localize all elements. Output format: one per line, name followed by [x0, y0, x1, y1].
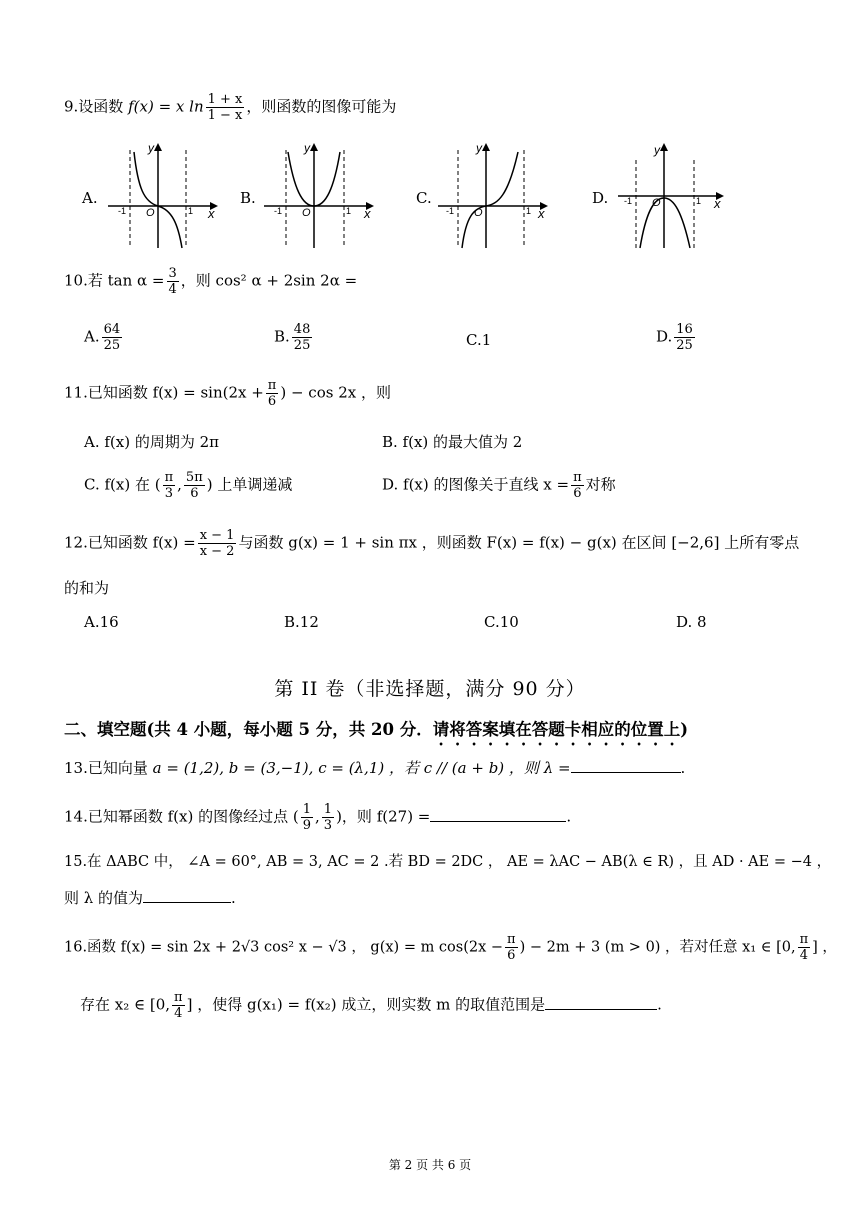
q12-prefix: 12.已知函数 f(x) = — [64, 533, 196, 552]
q16-line2 — [80, 990, 662, 1021]
q11-d-d: 6 — [573, 486, 582, 501]
q9-option-c-label: C. — [416, 189, 432, 207]
q11-c-mid: , — [177, 475, 182, 494]
q10-prefix: 10.若 tan α = — [64, 271, 165, 290]
q10-option-a — [84, 322, 124, 353]
q16-frac3 — [172, 990, 185, 1021]
q9-d-origin: O — [652, 197, 661, 209]
q10-stem — [64, 266, 357, 297]
q9-option-b-label: B. — [240, 189, 256, 207]
q9-c-xaxis-label: x — [538, 206, 545, 221]
q10-option-a-frac — [102, 322, 123, 353]
q10-b-den: 25 — [293, 338, 311, 353]
q9-graph-d — [614, 140, 738, 252]
q10-option-d-frac — [674, 322, 695, 353]
q9-suffix: ，则函数的图像可能为 — [246, 97, 397, 116]
q11-d-pre: D. f(x) 的图像关于直线 x = — [382, 475, 570, 494]
q9-lhs: f(x) = x ln — [128, 97, 204, 116]
q13-text1: 13.已知向量 — [64, 759, 148, 777]
section2-subtitle-post: ) — [680, 720, 689, 739]
q11-c-d2: 6 — [190, 486, 199, 501]
section2-subtitle — [64, 716, 688, 749]
q16-line2-pre: 存在 x₂ ∈ [0, — [80, 995, 171, 1014]
q10-b-num: 48 — [293, 322, 311, 337]
q9-a-xaxis-label: x — [208, 206, 215, 221]
q14-stem — [64, 802, 571, 833]
section2-title: 第 II 卷（非选择题，满分 90 分） — [274, 678, 586, 700]
q15-line2 — [64, 888, 236, 908]
q9-prefix: 9.设函数 — [64, 97, 124, 116]
q16-line1 — [64, 932, 837, 963]
q9-c-neg-one: -1 — [446, 206, 455, 216]
q14-suffix: )，则 f(27) = — [336, 807, 431, 826]
q11-option-b: B. f(x) 的最大值为 2 — [382, 433, 523, 451]
q10-a-den: 25 — [103, 338, 121, 353]
q14-n1: 1 — [302, 802, 312, 817]
q12-option-b: B.12 — [284, 613, 319, 631]
q16-d3: 4 — [174, 1006, 183, 1021]
q9-a-yaxis-label: y — [148, 141, 154, 155]
q14-end: . — [566, 807, 572, 826]
q10-a-num: 64 — [103, 322, 121, 337]
q11-c-pre: C. f(x) 在 ( — [84, 475, 161, 494]
q9-fraction — [206, 92, 245, 123]
q16-end: . — [657, 995, 662, 1014]
q11-d-n: π — [573, 470, 582, 485]
q11-c-frac1 — [163, 470, 176, 501]
q13-answer-blank[interactable] — [571, 758, 681, 773]
q11-option-d — [382, 470, 616, 501]
q10-suffix: ，则 cos² α + 2sin 2α = — [180, 271, 358, 290]
q11-c-d1: 3 — [164, 486, 173, 501]
q10-option-a-label: A. — [84, 327, 100, 346]
q9-c-pos-one: 1 — [526, 206, 532, 216]
q10-option-d-label: D. — [656, 327, 673, 346]
q14-frac1 — [301, 802, 313, 833]
q12-fraction — [198, 528, 237, 559]
q9-frac-den: 1 − x — [207, 108, 243, 123]
q9-a-origin: O — [146, 207, 155, 219]
q16-n1: π — [507, 932, 516, 947]
q9-b-origin: O — [302, 207, 311, 219]
q16-n3: π — [174, 990, 183, 1005]
q11-prefix: 11.已知函数 f(x) = sin(2x + — [64, 383, 264, 402]
q11-suffix: ) − cos 2x ，则 — [280, 383, 391, 402]
q9-b-xaxis-label: x — [364, 206, 371, 221]
q16-mid: ) − 2m + 3 (m > 0) ，若对任意 x₁ ∈ [0, — [519, 939, 796, 956]
q10-d-num: 16 — [676, 322, 693, 337]
q9-frac-num: 1 + x — [207, 92, 243, 107]
q16-frac1 — [505, 932, 518, 963]
q9-graph-b — [260, 140, 384, 252]
q13-end: . — [680, 759, 686, 777]
q11-c-post: ) 上单调递减 — [206, 475, 293, 494]
q16-d1: 6 — [507, 948, 516, 963]
q11-frac-num: π — [267, 378, 277, 393]
q11-d-post: 对称 — [585, 475, 616, 494]
q10-option-b-label: B. — [274, 327, 290, 346]
q9-d-yaxis-label: y — [654, 143, 660, 157]
q16-n2: π — [799, 932, 809, 947]
q11-option-c — [84, 470, 292, 501]
q15-line2-pre: 则 λ 的值为 — [64, 889, 144, 907]
q14-mid: , — [315, 807, 320, 826]
q11-c-frac2 — [184, 470, 205, 501]
q11-c-n2: 5π — [185, 470, 203, 485]
q15-line1: 15.在 ΔABC 中， ∠A = 60°, AB = 3, AC = 2 .若 BD = 2DC ， AE = λAC − AB(λ ∈ R) ，且 AD · AE = −4 ， — [64, 854, 832, 870]
q12-option-c: C.10 — [484, 613, 519, 631]
q12-line2: 的和为 — [64, 579, 110, 597]
q9-b-pos-one: 1 — [346, 206, 352, 216]
q10-fraction — [167, 266, 179, 297]
q15-end: . — [231, 889, 236, 907]
q16-line2-post: ] ，使得 g(x₁) = f(x₂) 成立，则实数 m 的取值范围是 — [186, 995, 546, 1014]
q9-a-neg-one: -1 — [118, 206, 127, 216]
q9-d-neg-one: -1 — [624, 196, 633, 206]
q12-option-a: A.16 — [84, 613, 119, 631]
q10-frac-den: 4 — [168, 282, 177, 297]
section2-subtitle-emphasis: 请将答案填在答题卡相应的位置上 — [432, 720, 681, 739]
q10-d-den: 25 — [676, 338, 693, 353]
q16-d2: 4 — [799, 948, 809, 963]
q15-answer-blank[interactable] — [143, 888, 231, 903]
q13-condition: c // (a + b) ，则 λ = — [423, 759, 571, 777]
q9-b-yaxis-label: y — [304, 141, 310, 155]
q9-d-xaxis-label: x — [714, 196, 721, 211]
q14-n2: 1 — [323, 802, 333, 817]
q11-c-n1: π — [164, 470, 174, 485]
q9-stem — [64, 92, 396, 123]
q12-frac-den: x − 2 — [199, 544, 235, 559]
q14-answer-blank[interactable] — [430, 807, 566, 822]
q10-option-c: C.1 — [466, 331, 492, 349]
q9-c-origin: O — [474, 207, 483, 219]
q12-option-d: D. 8 — [676, 613, 707, 631]
q16-suffix: ] ， — [812, 939, 837, 956]
q11-stem — [64, 378, 391, 409]
q16-prefix: 16.函数 f(x) = sin 2x + 2√3 cos² x − √3 ， g(x) = m cos(2x − — [64, 939, 504, 956]
q10-option-d — [656, 322, 697, 353]
q16-frac2 — [798, 932, 811, 963]
q12-frac-num: x − 1 — [199, 528, 235, 543]
q13-vec-b: b = (3,−1), — [228, 759, 314, 777]
page-footer: 第 2 页 共 6 页 — [388, 1158, 472, 1172]
q14-d1: 9 — [302, 818, 312, 833]
q14-prefix: 14.已知幂函数 f(x) 的图像经过点 ( — [64, 807, 299, 826]
q9-d-pos-one: 1 — [696, 196, 702, 206]
q9-b-neg-one: -1 — [274, 206, 283, 216]
q13-vec-a: a = (1,2), — [152, 759, 225, 777]
q12-suffix: 与函数 g(x) = 1 + sin πx ，则函数 F(x) = f(x) − g(x) 在区间 [−2,6] 上所有零点 — [238, 533, 800, 552]
q14-d2: 3 — [323, 818, 333, 833]
q9-graph-a — [104, 140, 228, 252]
q11-option-a: A. f(x) 的周期为 2π — [84, 433, 220, 451]
q10-frac-num: 3 — [168, 266, 177, 281]
q11-d-frac — [571, 470, 584, 501]
q9-c-yaxis-label: y — [476, 141, 482, 155]
q10-option-b — [274, 322, 314, 353]
section2-subtitle-pre: 二、填空题(共 4 小题，每小题 5 分，共 20 分． — [64, 720, 433, 739]
q14-frac2 — [322, 802, 334, 833]
q9-option-d-label: D. — [592, 189, 609, 207]
q12-stem — [64, 528, 799, 559]
q9-graph-c — [434, 140, 558, 252]
q16-answer-blank[interactable] — [545, 995, 657, 1010]
q9-a-pos-one: 1 — [188, 206, 194, 216]
q11-frac-den: 6 — [267, 394, 277, 409]
q9-option-a-label: A. — [82, 189, 98, 207]
q10-option-b-frac — [292, 322, 313, 353]
q13-vec-c: c = (λ,1) ，若 — [318, 759, 419, 777]
q11-fraction — [266, 378, 279, 409]
q13-stem — [64, 758, 685, 778]
